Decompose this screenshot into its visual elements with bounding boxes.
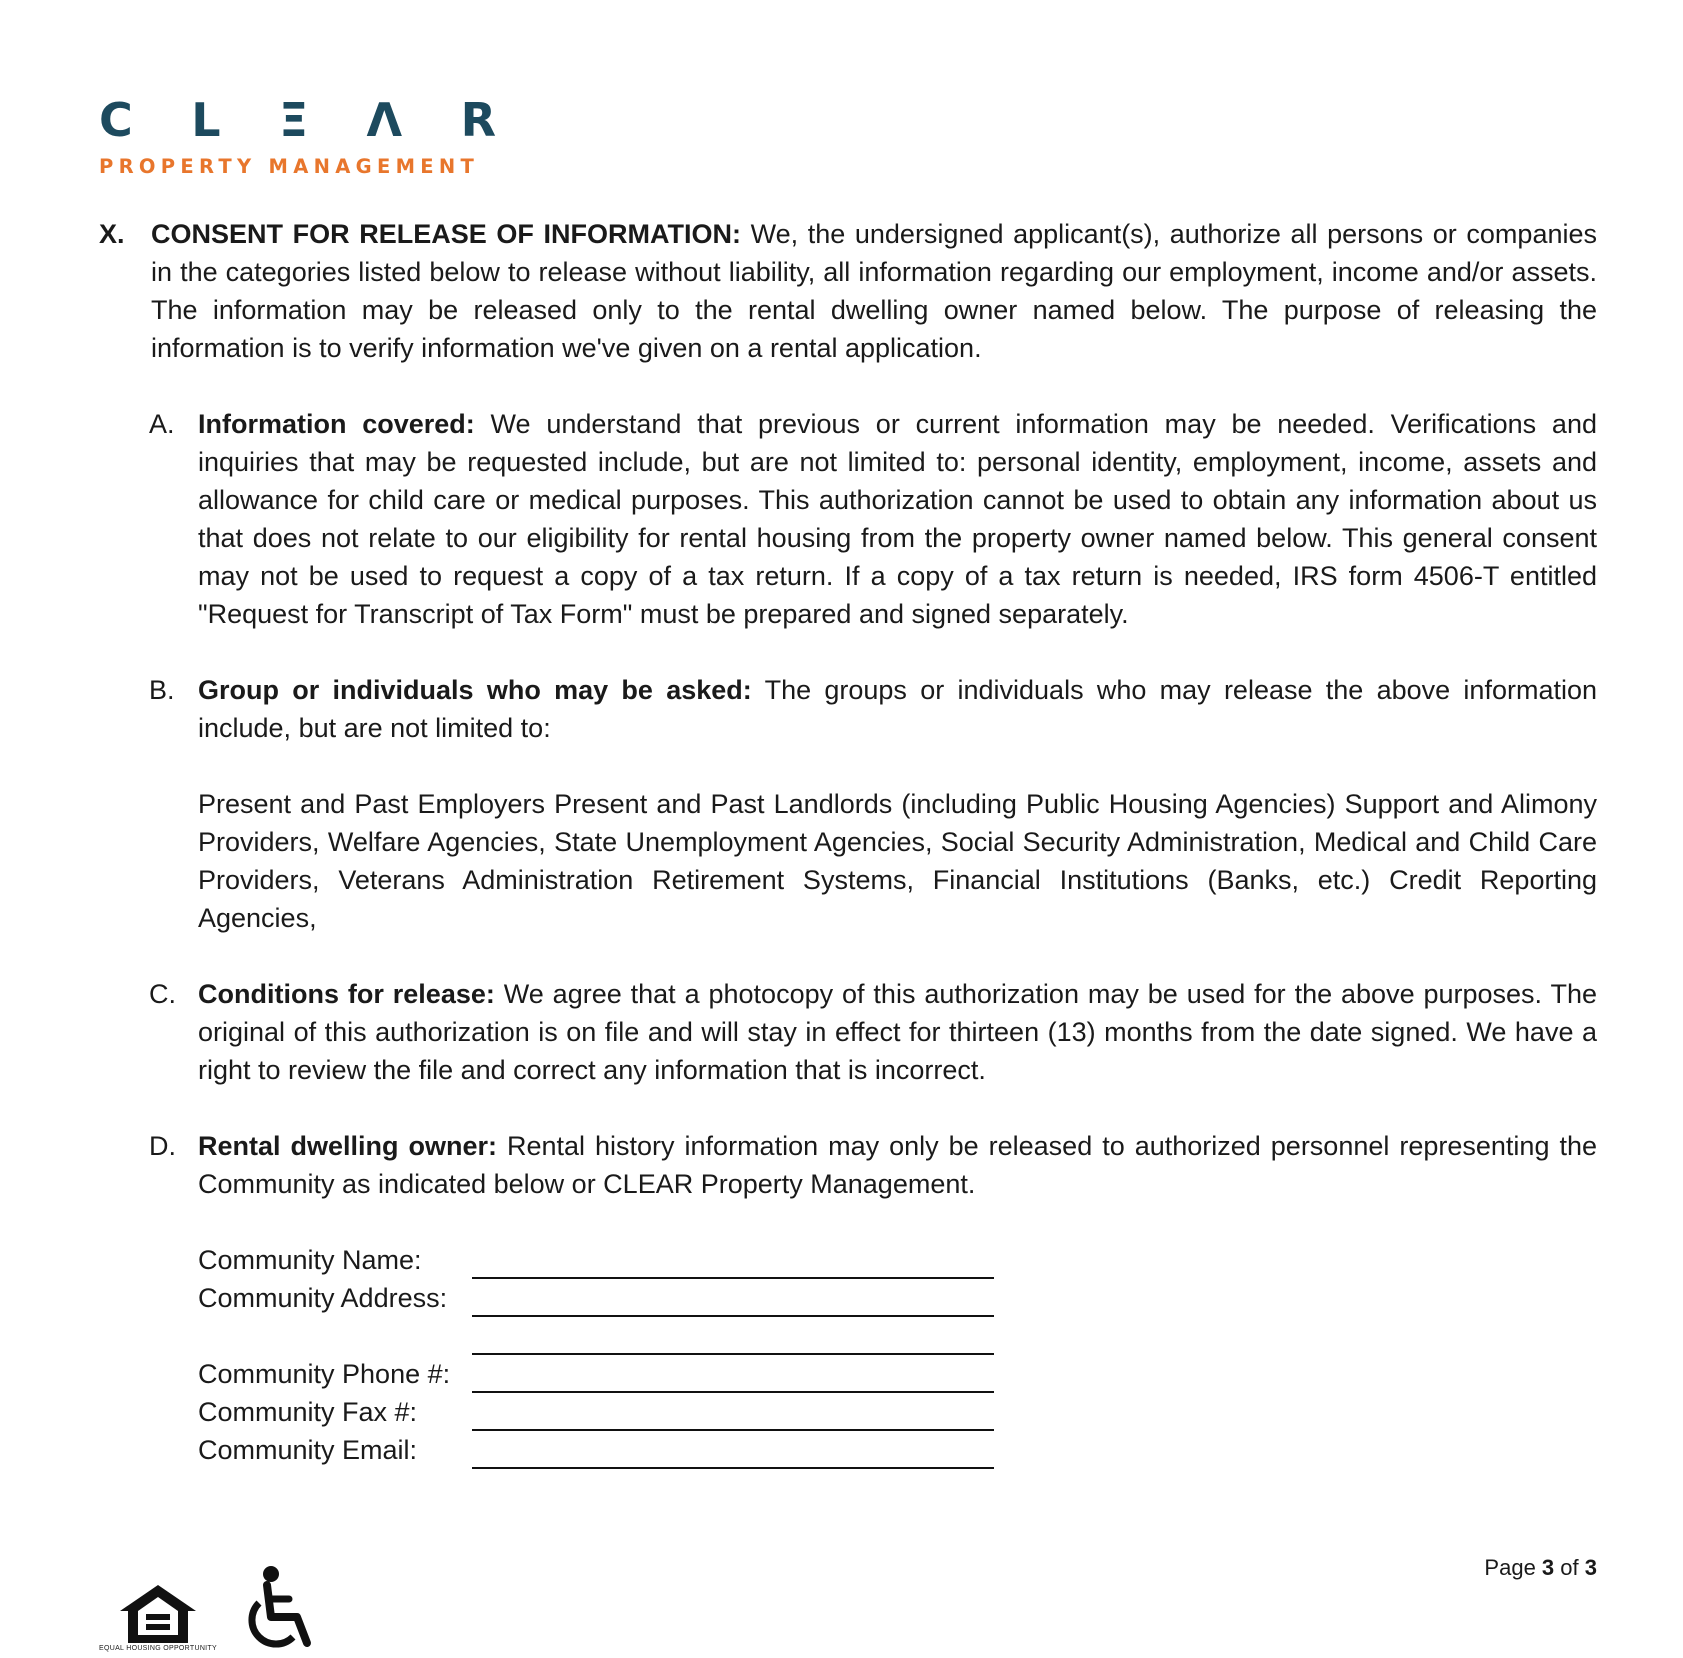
section-number: X.	[99, 219, 125, 249]
subsection-heading: Group or individuals who may be asked:	[198, 675, 752, 705]
subsection-text: We agree that a photocopy of this authorization may be used for the above purposes. The original of this authorization is on file and will stay in effect for thirteen (13) months from the date signed. We have a right to review the file and correct any information that is incorrect.	[198, 979, 1598, 1085]
field-row-address	[198, 1279, 1597, 1317]
equal-housing-icon	[99, 1583, 217, 1653]
page-number	[1484, 1555, 1597, 1581]
field-row-email	[198, 1431, 1597, 1469]
subsection-paragraph	[198, 671, 1597, 937]
footer-icons	[99, 1565, 321, 1653]
field-label: Community Phone #:	[198, 1359, 451, 1389]
field-row-fax	[198, 1393, 1597, 1431]
community-fields	[198, 1241, 1597, 1469]
logo-letter: R	[460, 93, 496, 147]
section-heading: CONSENT FOR RELEASE OF INFORMATION:	[151, 219, 741, 249]
subsection-heading: Information covered:	[198, 409, 475, 439]
groups-list: Present and Past Employers Present and Past Landlords (including Public Housing Agencies) Support and Alimony Providers, Welfare Agencies, State Unemployment Agencies, Social Security Administration, Medical and Child Care Providers, Veterans Administration Retirement Systems, Financial Institutions (Banks, etc.) Credit Reporting Agencies,	[198, 789, 1597, 933]
logo-letter: Ξ	[278, 93, 309, 147]
subsection-paragraph	[198, 405, 1597, 633]
wheelchair-icon	[241, 1565, 321, 1653]
equal-housing-text: EQUAL HOUSING OPPORTUNITY	[99, 1645, 217, 1652]
subsection-heading: Rental dwelling owner:	[198, 1131, 497, 1161]
community-email-field[interactable]	[472, 1433, 994, 1469]
field-label: Community Address:	[198, 1283, 448, 1313]
community-address-line2-field[interactable]	[472, 1319, 994, 1355]
document-body	[99, 215, 1597, 1469]
subsection-intro	[198, 671, 1597, 747]
field-label: Community Fax #:	[198, 1397, 418, 1427]
subsection-text: We understand that previous or current information may be needed. Verifications and inquiries that may be requested include, but are not limited to: personal identity, employment, income, assets and allowance for child care or medical purposes. This authorization cannot be used to obtain any information about us that does not relate to our eligibility for rental housing from the property owner named below. This general consent may not be used to request a copy of a tax return. If a copy of a tax return is needed, IRS form 4506-T entitled "Request for Transcript of Tax Form" must be prepared and signed separately.	[198, 409, 1597, 629]
field-row-address-line2	[198, 1317, 1597, 1355]
subsection-letter: D.	[149, 1131, 176, 1161]
community-fax-field[interactable]	[472, 1395, 994, 1431]
page-of: of	[1554, 1555, 1585, 1580]
section-paragraph	[151, 215, 1597, 367]
subsection-d	[149, 1127, 1597, 1203]
section-text: We, the undersigned applicant(s), authorize all persons or companies in the categories listed below to release without liability, all information regarding our employment, income and/or assets. The information may be released only to the rental dwelling owner named below. The purpose of releasing the information is to verify information we've given on a rental application.	[151, 219, 1597, 363]
field-row-phone	[198, 1355, 1597, 1393]
community-address-field[interactable]	[472, 1281, 994, 1317]
page-current: 3	[1541, 1555, 1555, 1580]
logo-letter: Λ	[366, 93, 403, 147]
subsection-a	[149, 405, 1597, 633]
community-name-field[interactable]	[472, 1243, 994, 1279]
field-label: Community Email:	[198, 1435, 418, 1465]
subsection-text: The groups or individuals who may release the above information include, but are not limited to:	[198, 675, 1597, 743]
field-row-name	[198, 1241, 1597, 1279]
subsection-b	[149, 671, 1597, 937]
subsection-letter: C.	[149, 979, 176, 1009]
subsection-c	[149, 975, 1597, 1089]
logo-letter: L	[191, 93, 221, 147]
subsection-heading: Conditions for release:	[198, 979, 495, 1009]
subsection-paragraph	[198, 975, 1597, 1089]
field-label: Community Name:	[198, 1245, 422, 1275]
subsection-paragraph	[198, 1127, 1597, 1203]
community-phone-field[interactable]	[472, 1357, 994, 1393]
section-x	[99, 215, 1597, 367]
logo-letter: C	[99, 93, 133, 147]
house-icon	[118, 1583, 198, 1645]
subsection-text: Rental history information may only be released to authorized personnel representing the Community as indicated below or CLEAR Property Management.	[198, 1131, 1597, 1199]
subsection-letter: B.	[149, 675, 175, 705]
page-total: 3	[1584, 1555, 1597, 1580]
subsection-letter: A.	[149, 409, 175, 439]
logo-wordmark	[99, 93, 496, 147]
logo-tagline: PROPERTY MANAGEMENT	[99, 155, 480, 178]
company-logo	[99, 93, 499, 178]
page-label: Page	[1484, 1555, 1542, 1580]
